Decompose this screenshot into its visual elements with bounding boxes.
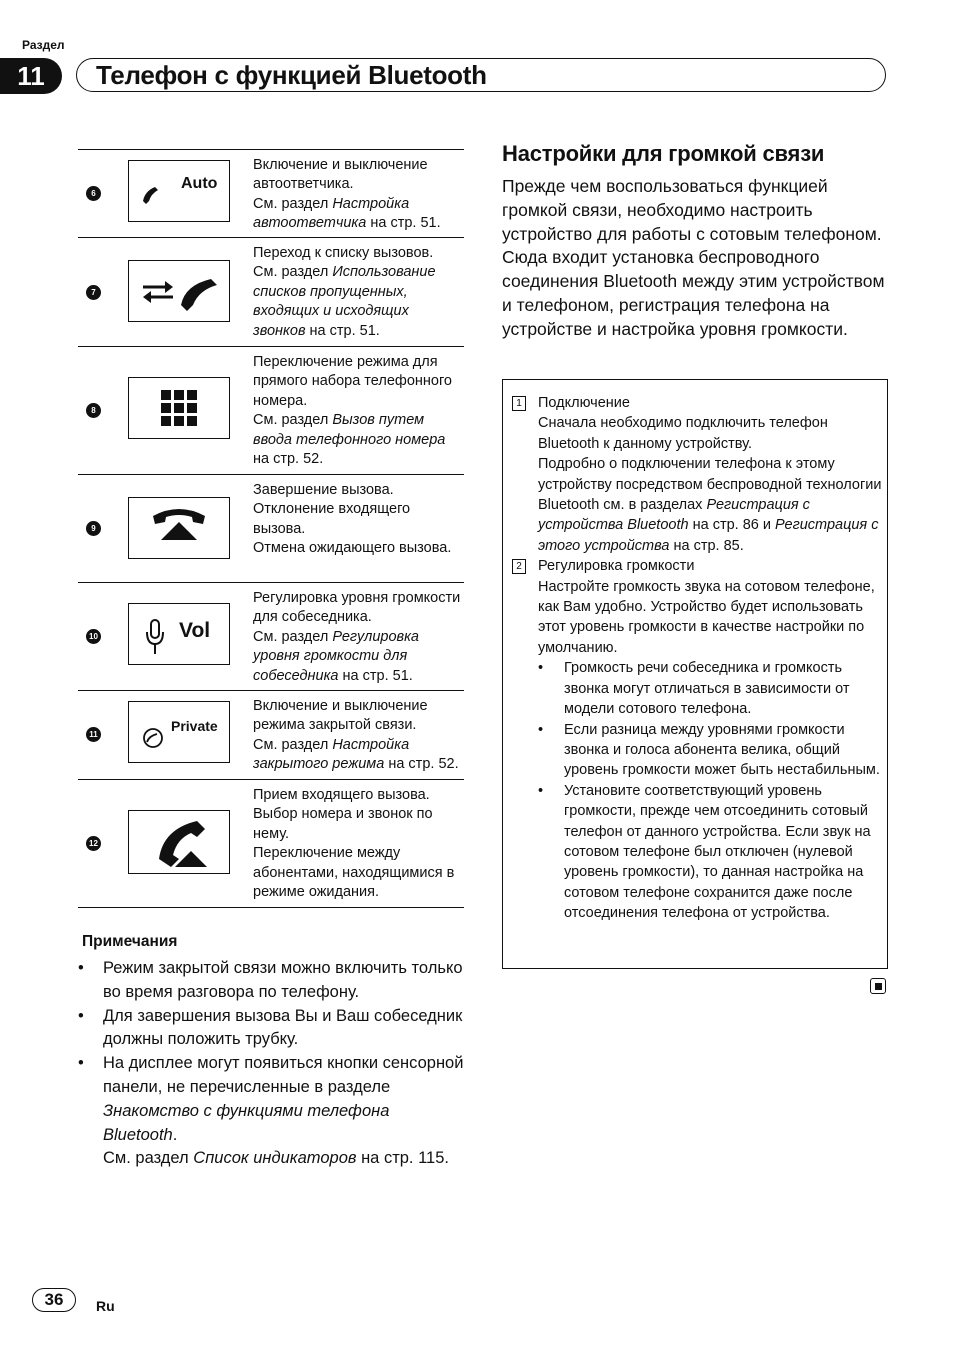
- notes-list: [78, 957, 468, 1171]
- mic-volume-icon: [128, 603, 230, 665]
- row-number: 7: [86, 285, 101, 300]
- list-item: • Если разница между уровнями громкости звонка и голоса абонента велика, общий уровень громкости может быть нестабильным.: [538, 721, 880, 779]
- function-table: [78, 149, 464, 908]
- row-description: Переход к списку вызовов. См. раздел Использование списков пропущенных, входящих и исходящих звонков на стр. 51.: [253, 245, 436, 339]
- language-code: Ru: [96, 1298, 115, 1314]
- step-title: Подключение: [538, 395, 630, 411]
- auto-answer-icon: [128, 160, 230, 222]
- section-heading: Настройки для громкой связи: [502, 141, 825, 166]
- row-description: Регулировка уровня громкости для собеседника. См. раздел Регулировка уровня громкости для собеседника на стр. 51.: [253, 590, 461, 684]
- section-end-icon: [870, 978, 886, 994]
- table-row: [78, 474, 464, 582]
- table-row: [78, 690, 464, 779]
- icon-label: Private: [171, 718, 218, 734]
- list-item: • Для завершения вызова Вы и Ваш собеседник должны положить трубку.: [78, 1006, 463, 1049]
- table-row: [78, 149, 464, 237]
- hang-up-icon: [128, 497, 230, 559]
- step-number: 1: [512, 396, 526, 411]
- table-row: [78, 346, 464, 474]
- call-list-icon: [128, 260, 230, 322]
- list-item: • Установите соответствующий уровень громкости, прежде чем отсоединить сотовый телефон от данного устройства. Если звук на сотовом телефоне был отключен (нулевой уровень громкости), то данная настройка на сотовом телефоне сохранится даже после отсоединения телефона от устройства.: [538, 782, 871, 922]
- intro-paragraph: Прежде чем воспользоваться функцией громкой связи, необходимо настроить устройство для работы с сотовым телефоном. Сюда входит установка беспроводного соединения Bluetooth между этим устройством и телефоном, регистрация телефона на устройстве и настройка уровня громкости.: [502, 176, 885, 339]
- notes-heading: Примечания: [82, 933, 178, 950]
- step-number: 2: [512, 559, 526, 574]
- table-row: [78, 779, 464, 908]
- list-item: • Громкость речи собеседника и громкость звонка могут отличаться в зависимости от модели сотового телефона.: [538, 660, 850, 718]
- row-description: Завершение вызова. Отклонение входящего вызова. Отмена ожидающего вызова.: [253, 482, 452, 557]
- icon-label: Vol: [179, 619, 211, 642]
- row-number: 6: [86, 186, 101, 201]
- row-description: Включение и выключение режима закрытой связи. См. раздел Настройка закрытого режима на стр. 52.: [253, 698, 459, 773]
- row-number: 12: [86, 836, 101, 851]
- row-number: 10: [86, 629, 101, 644]
- chapter-number: 11: [0, 58, 62, 94]
- icon-label: Auto: [181, 175, 218, 192]
- table-row: [78, 237, 464, 346]
- row-number: 9: [86, 521, 101, 536]
- row-description: Включение и выключение автоответчика. См. раздел Настройка автоответчика на стр. 51.: [253, 157, 441, 232]
- step-1: 1 Подключение Сначала необходимо подключить телефон Bluetooth к данному устройству. Подробно о подключении телефона к этому устройству посредством беспроводной технологии Bluetooth см. в разделах Регистрация с устройства Bluetooth на стр. 86 и Регистрация с этого устройства на стр. 85.: [512, 393, 882, 556]
- list-item: • На дисплее могут появиться кнопки сенсорной панели, не перечисленные в разделе Знакомство с функциями телефона Bluetooth. См. раздел Список индикаторов на стр. 115.: [78, 1054, 464, 1168]
- private-mode-icon: [128, 701, 230, 763]
- page-number: 36: [32, 1288, 76, 1312]
- row-number: 8: [86, 403, 101, 418]
- steps-content: [512, 393, 882, 924]
- table-row: [78, 582, 464, 690]
- step-title: Регулировка громкости: [538, 558, 695, 575]
- section-label: Раздел: [22, 38, 65, 52]
- row-description: Переключение режима для прямого набора телефонного номера. См. раздел Вызов путем ввода телефонного номера на стр. 52.: [253, 354, 452, 468]
- list-item: • Режим закрытой связи можно включить только во время разговора по телефону.: [78, 959, 463, 1001]
- row-number: 11: [86, 727, 101, 742]
- keypad-icon: [128, 377, 230, 439]
- row-description: Прием входящего вызова. Выбор номера и звонок по нему. Переключение между абонентами, находящимися в режиме ожидания.: [253, 787, 455, 901]
- page-title: Телефон с функцией Bluetooth: [96, 60, 487, 90]
- step-2: 2 Регулировка громкости Настройте громкость звука на сотовом телефоне, как Вам удобно. Устройство будет использовать этот уровень громкости в качестве настройки по умолчанию.: [512, 556, 882, 658]
- answer-call-icon: [128, 810, 230, 874]
